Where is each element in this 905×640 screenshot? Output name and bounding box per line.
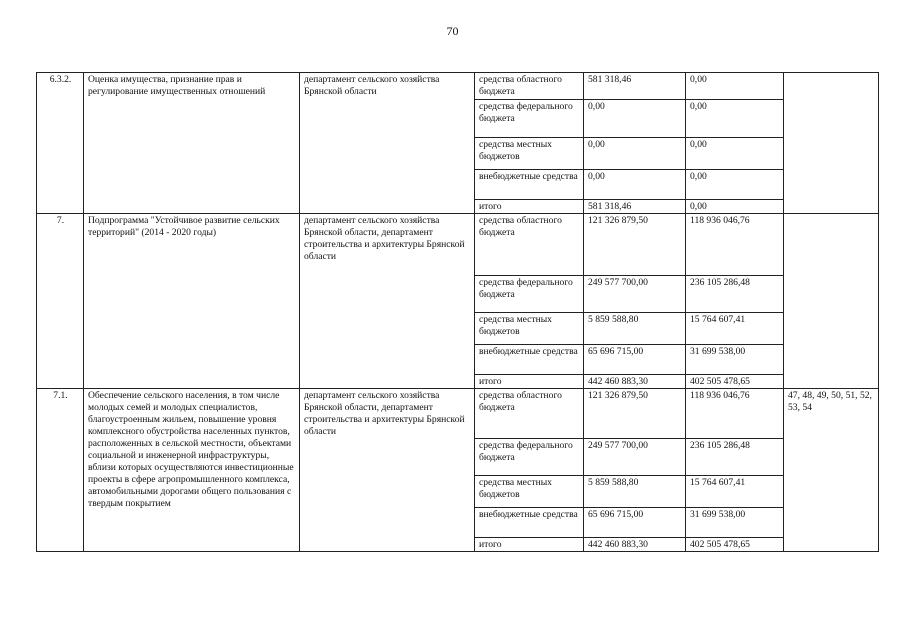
amount-1: 0,00 [584, 138, 686, 170]
amount-1: 581 318,46 [584, 73, 686, 100]
amount-2: 118 936 046,76 [686, 214, 784, 276]
amount-1: 0,00 [584, 100, 686, 138]
amount-1: 442 460 883,30 [584, 375, 686, 389]
funding-source: средства федерального бюджета [475, 276, 584, 313]
item-name: Оценка имущества, признание прав и регулирование имущественных отношений [84, 73, 300, 214]
amount-2: 236 105 286,48 [686, 439, 784, 476]
amount-1: 121 326 879,50 [584, 389, 686, 439]
amount-2: 0,00 [686, 73, 784, 100]
amount-1: 5 859 588,80 [584, 476, 686, 508]
item-number: 7. [37, 214, 84, 389]
amount-2: 118 936 046,76 [686, 389, 784, 439]
funding-source: средства местных бюджетов [475, 313, 584, 345]
item-name: Обеспечение сельского населения, в том числе молодых семей и молодых специалистов, благоустроенным жильем, повышение уровня комплексного обустройства населенных пунктов, расположенных в сельской местности, объектами социальной и инженерной инфраструктуры, вблизи которых осуществляются инвестиционные проекты в сфере агропромышленного комплекса, автомобильными дорогами общего пользования с твердым покрытием [84, 389, 300, 552]
table-row [37, 389, 879, 439]
item-number: 7.1. [37, 389, 84, 552]
item-executor: департамент сельского хозяйства Брянской области, департамент строительства и архитектуры Брянской области [300, 214, 475, 389]
funding-source: средства федерального бюджета [475, 100, 584, 138]
funding-source: средства областного бюджета [475, 214, 584, 276]
indicator-numbers [784, 73, 879, 214]
amount-2: 0,00 [686, 138, 784, 170]
page-number: 70 [446, 24, 459, 38]
item-executor: департамент сельского хозяйства Брянской области, департамент строительства и архитектуры Брянской области [300, 389, 475, 552]
amount-1: 5 859 588,80 [584, 313, 686, 345]
amount-2: 15 764 607,41 [686, 313, 784, 345]
amount-2: 0,00 [686, 200, 784, 214]
funding-source: средства областного бюджета [475, 389, 584, 439]
table-row [37, 214, 879, 276]
funding-source: средства федерального бюджета [475, 439, 584, 476]
funding-source: средства областного бюджета [475, 73, 584, 100]
amount-2: 402 505 478,65 [686, 375, 784, 389]
indicator-numbers [784, 214, 879, 389]
item-executor: департамент сельского хозяйства Брянской области [300, 73, 475, 214]
amount-2: 31 699 538,00 [686, 508, 784, 538]
amount-1: 442 460 883,30 [584, 538, 686, 552]
budget-table [36, 72, 879, 552]
funding-source: средства местных бюджетов [475, 138, 584, 170]
funding-source: внебюджетные средства [475, 170, 584, 200]
item-name: Подпрограмма "Устойчивое развитие сельских территорий" (2014 - 2020 годы) [84, 214, 300, 389]
amount-1: 0,00 [584, 170, 686, 200]
amount-2: 0,00 [686, 170, 784, 200]
amount-1: 249 577 700,00 [584, 276, 686, 313]
item-number: 6.3.2. [37, 73, 84, 214]
indicator-numbers: 47, 48, 49, 50, 51, 52, 53, 54 [784, 389, 879, 552]
amount-1: 249 577 700,00 [584, 439, 686, 476]
amount-2: 31 699 538,00 [686, 345, 784, 375]
funding-source: итого [475, 375, 584, 389]
amount-2: 402 505 478,65 [686, 538, 784, 552]
funding-source: итого [475, 200, 584, 214]
amount-1: 581 318,46 [584, 200, 686, 214]
amount-1: 121 326 879,50 [584, 214, 686, 276]
funding-source: итого [475, 538, 584, 552]
amount-1: 65 696 715,00 [584, 508, 686, 538]
funding-source: внебюджетные средства [475, 508, 584, 538]
amount-2: 15 764 607,41 [686, 476, 784, 508]
amount-2: 0,00 [686, 100, 784, 138]
amount-2: 236 105 286,48 [686, 276, 784, 313]
funding-source: средства местных бюджетов [475, 476, 584, 508]
table-row [37, 73, 879, 100]
funding-source: внебюджетные средства [475, 345, 584, 375]
amount-1: 65 696 715,00 [584, 345, 686, 375]
